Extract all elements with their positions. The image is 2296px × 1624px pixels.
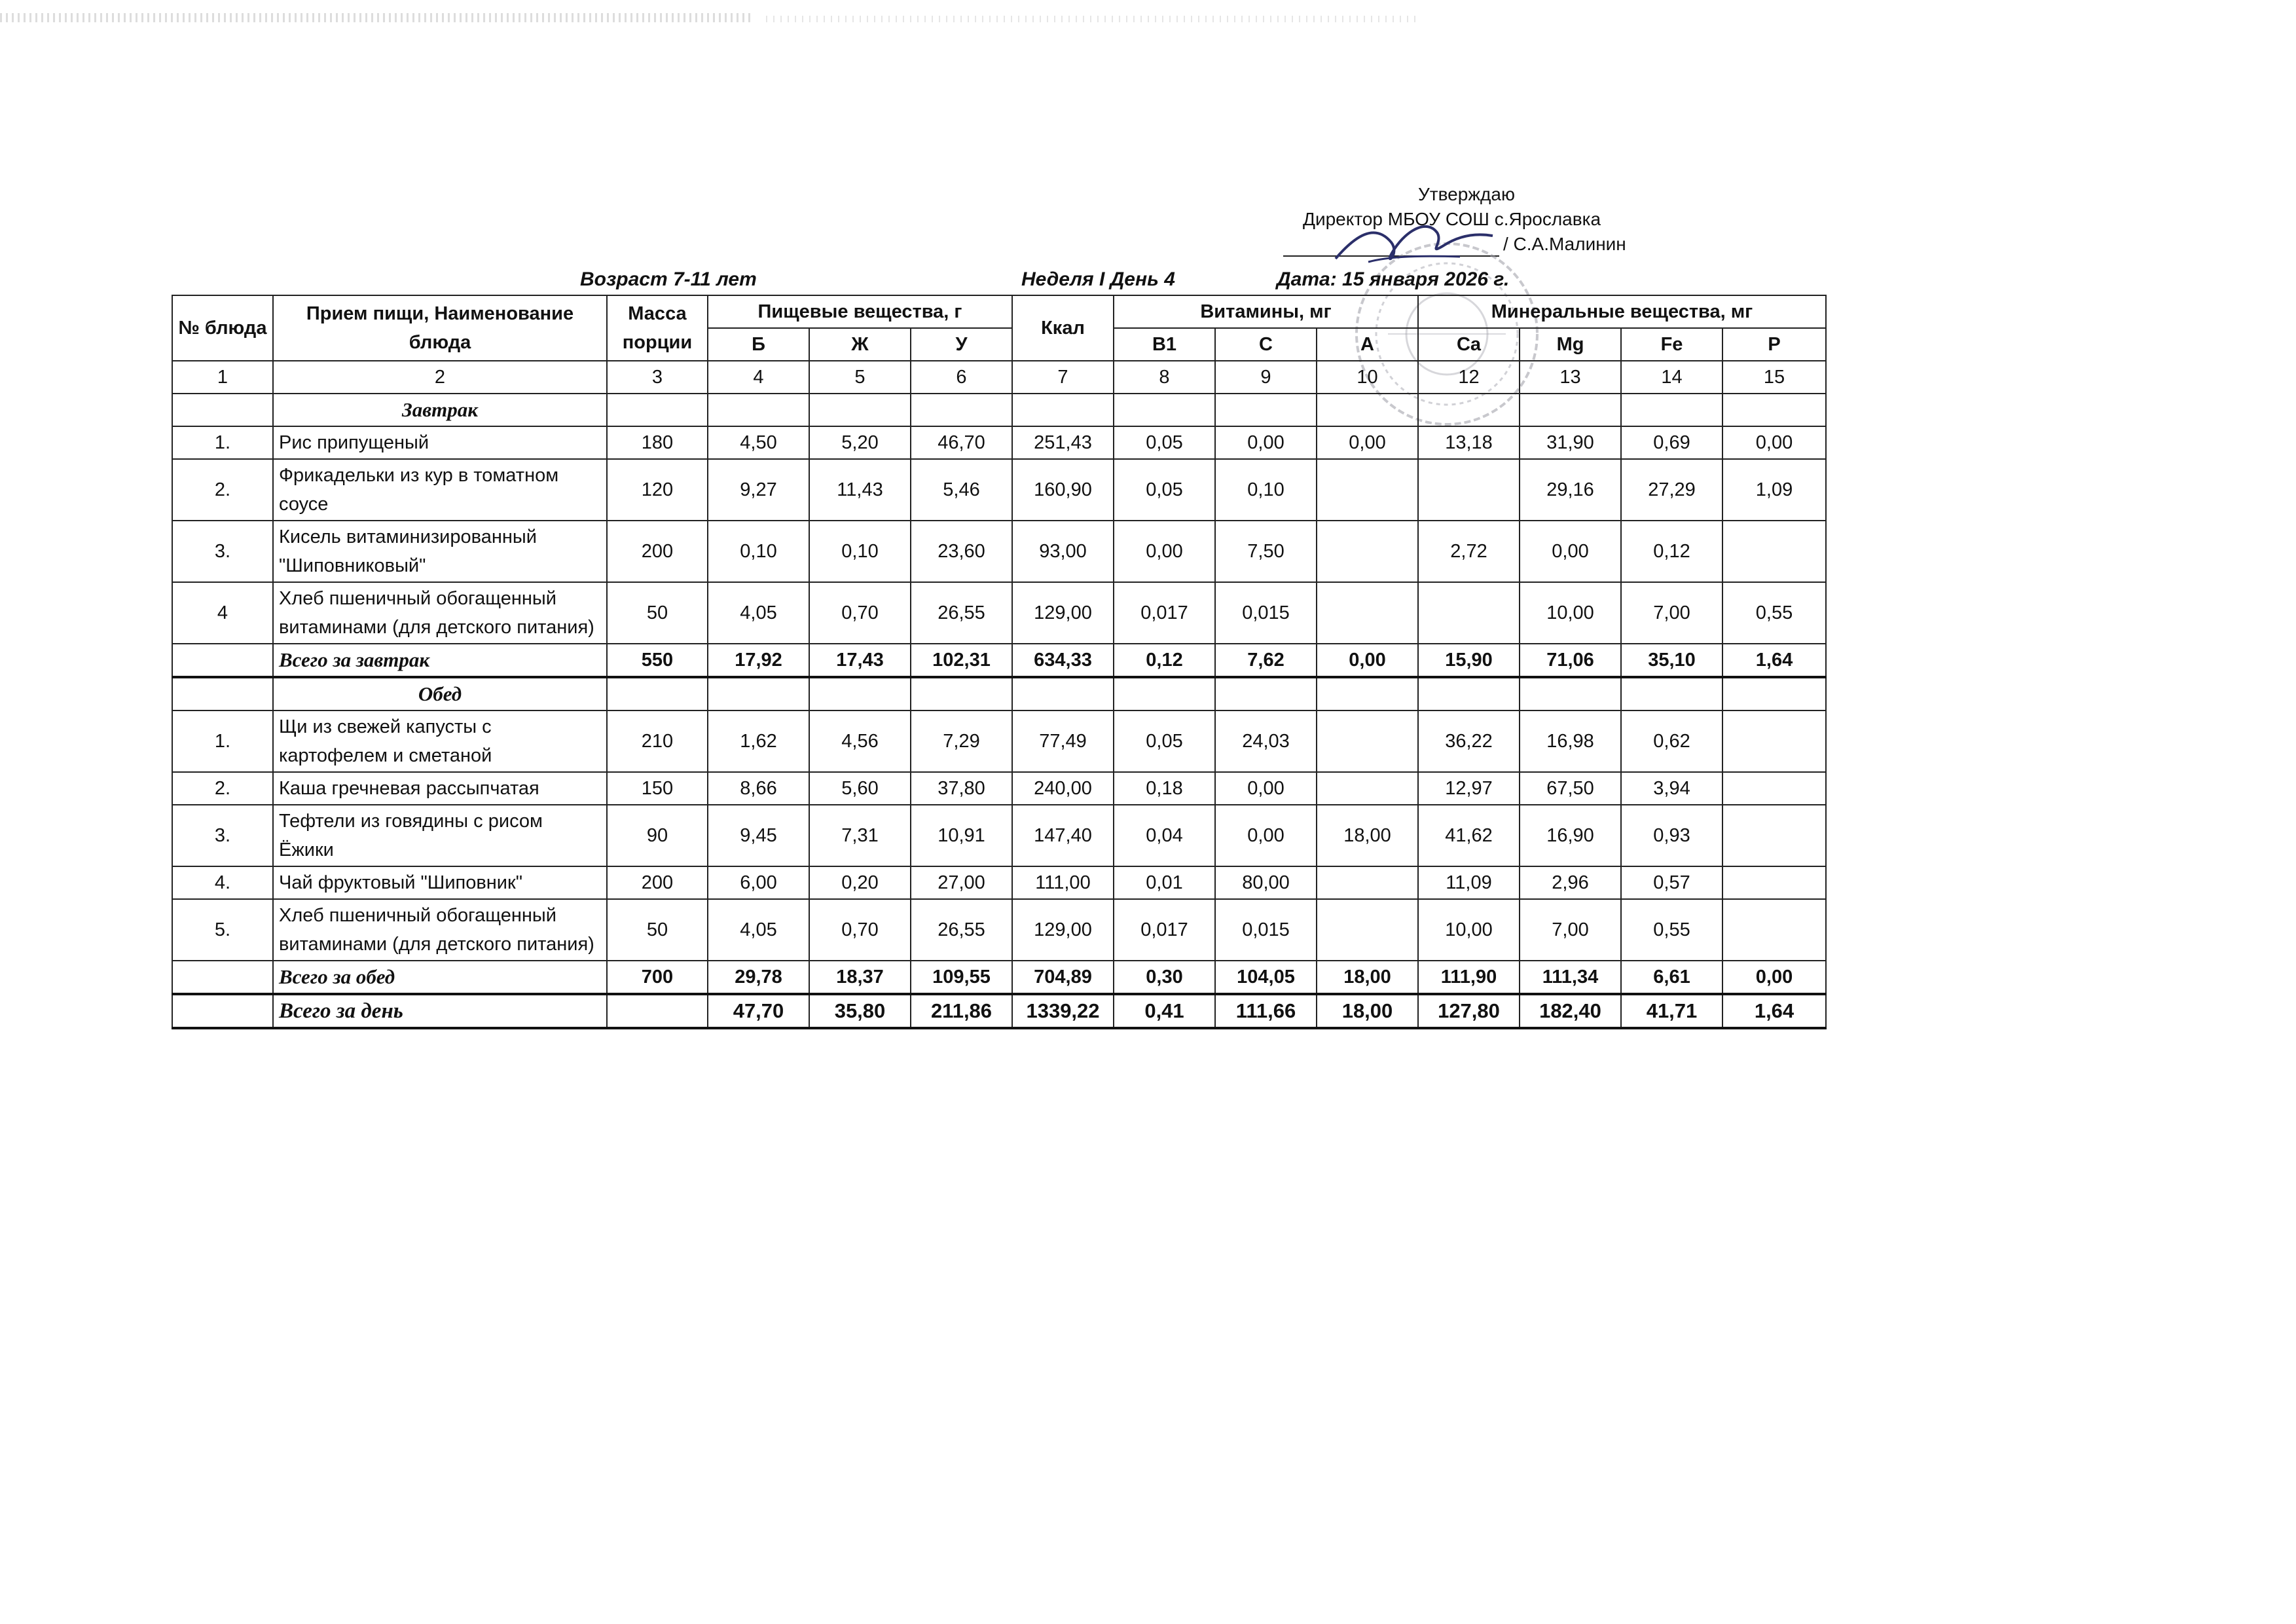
section-title: Обед [273,677,607,710]
empty-cell [1317,677,1418,710]
value-cell: 109,55 [911,961,1012,994]
value-cell: 29,16 [1520,459,1621,521]
dish-name: Всего за завтрак [273,644,607,677]
col-number: 3 [607,361,708,394]
col-number: 4 [708,361,809,394]
value-cell: 0,10 [708,521,809,582]
col-number: 14 [1621,361,1722,394]
value-cell: 8,66 [708,772,809,805]
dish-name: Тефтели из говядины с рисом Ёжики [273,805,607,866]
value-cell: 18,37 [809,961,911,994]
value-cell: 7,62 [1215,644,1317,677]
value-cell: 0,05 [1114,710,1215,772]
value-cell: 29,78 [708,961,809,994]
value-cell: 0,41 [1114,994,1215,1028]
header-row-1 [172,295,1826,328]
value-cell: 0,00 [1215,772,1317,805]
week-day-label: Неделя I День 4 [1021,268,1175,290]
value-cell: 0,30 [1114,961,1215,994]
dish-name: Щи из свежей капусты с картофелем и сметаной [273,710,607,772]
header-name: Прием пищи, Наименование блюда [273,295,607,361]
value-cell: 17,43 [809,644,911,677]
table-row [172,426,1826,459]
value-cell: 160,90 [1012,459,1114,521]
header-sub-b: Б [708,328,809,361]
value-cell: 3,94 [1621,772,1722,805]
value-cell [1317,521,1418,582]
empty-cell [708,677,809,710]
value-cell: 0,00 [1317,644,1418,677]
value-cell: 5,60 [809,772,911,805]
value-cell: 0,18 [1114,772,1215,805]
empty-cell [1621,677,1722,710]
value-cell: 4,05 [708,899,809,961]
value-cell: 10,00 [1418,899,1520,961]
table-row [172,459,1826,521]
dish-number: 3. [172,521,273,582]
value-cell: 0,55 [1722,582,1826,644]
value-cell [1722,866,1826,899]
value-cell: 4,05 [708,582,809,644]
value-cell: 0,00 [1520,521,1621,582]
value-cell: 0,00 [1215,426,1317,459]
empty-cell [1114,677,1215,710]
value-cell: 1,64 [1722,994,1826,1028]
value-cell: 47,70 [708,994,809,1028]
empty-cell [172,394,273,426]
header-sub-fe: Fe [1621,328,1722,361]
value-cell [607,994,708,1028]
header-vitamins: Витамины, мг [1114,295,1418,328]
dish-name: Всего за день [273,994,607,1028]
value-cell: 0,20 [809,866,911,899]
value-cell: 16,98 [1520,710,1621,772]
value-cell: 0,10 [809,521,911,582]
empty-cell [1012,677,1114,710]
menu-table-body [172,295,1826,1028]
value-cell: 10,91 [911,805,1012,866]
dish-number: 3. [172,805,273,866]
value-cell: 16,90 [1520,805,1621,866]
value-cell: 0,00 [1722,961,1826,994]
col-number: 6 [911,361,1012,394]
value-cell: 11,09 [1418,866,1520,899]
value-cell: 26,55 [911,899,1012,961]
col-number: 15 [1722,361,1826,394]
value-cell: 111,34 [1520,961,1621,994]
value-cell [1722,521,1826,582]
col-number: 8 [1114,361,1215,394]
value-cell [1722,772,1826,805]
empty-cell [911,677,1012,710]
value-cell: 1,62 [708,710,809,772]
grand-total-row [172,994,1826,1028]
table-row [172,710,1826,772]
empty-cell [607,677,708,710]
value-cell: 17,92 [708,644,809,677]
dish-name: Чай фруктовый "Шиповник" [273,866,607,899]
empty-cell [708,394,809,426]
date-label: Дата: 15 января 2026 г. [1277,268,1510,290]
value-cell: 5,46 [911,459,1012,521]
scan-noise-top [0,13,753,22]
scan-noise-top-2 [766,16,1421,22]
value-cell: 18,00 [1317,961,1418,994]
header-sub-mg: Mg [1520,328,1621,361]
value-cell: 35,80 [809,994,911,1028]
value-cell: 129,00 [1012,899,1114,961]
value-cell: 0,01 [1114,866,1215,899]
col-number: 12 [1418,361,1520,394]
header-sub-zh: Ж [809,328,911,361]
value-cell: 0,69 [1621,426,1722,459]
empty-cell [911,394,1012,426]
value-cell: 12,97 [1418,772,1520,805]
value-cell [1317,772,1418,805]
value-cell: 46,70 [911,426,1012,459]
value-cell: 0,05 [1114,426,1215,459]
value-cell: 7,31 [809,805,911,866]
value-cell: 127,80 [1418,994,1520,1028]
value-cell: 111,00 [1012,866,1114,899]
value-cell: 26,55 [911,582,1012,644]
value-cell: 6,61 [1621,961,1722,994]
header-num: № блюда [172,295,273,361]
value-cell: 0,55 [1621,899,1722,961]
col-number: 1 [172,361,273,394]
value-cell [1317,899,1418,961]
section-total-row [172,644,1826,677]
value-cell: 93,00 [1012,521,1114,582]
value-cell: 182,40 [1520,994,1621,1028]
value-cell [1317,866,1418,899]
section-row [172,394,1826,426]
col-number: 9 [1215,361,1317,394]
value-cell: 200 [607,866,708,899]
empty-cell [1114,394,1215,426]
dish-name: Каша гречневая рассыпчатая [273,772,607,805]
dish-name: Фрикадельки из кур в томатном соусе [273,459,607,521]
value-cell: 6,00 [708,866,809,899]
table-row [172,521,1826,582]
value-cell: 180 [607,426,708,459]
value-cell: 7,00 [1621,582,1722,644]
dish-name: Кисель витаминизированный "Шиповниковый" [273,521,607,582]
table-row [172,805,1826,866]
table-row [172,772,1826,805]
value-cell [1317,582,1418,644]
empty-cell [1418,677,1520,710]
value-cell: 1,64 [1722,644,1826,677]
menu-table [172,295,1827,1029]
dish-number: 2. [172,459,273,521]
value-cell: 150 [607,772,708,805]
value-cell: 0,57 [1621,866,1722,899]
dish-number: 4. [172,866,273,899]
header-sub-c: C [1215,328,1317,361]
value-cell: 129,00 [1012,582,1114,644]
header-sub-ca: Ca [1418,328,1520,361]
value-cell: 0,00 [1215,805,1317,866]
empty-cell [1418,394,1520,426]
value-cell: 0,12 [1114,644,1215,677]
value-cell: 41,71 [1621,994,1722,1028]
value-cell: 0,05 [1114,459,1215,521]
value-cell [1317,710,1418,772]
dish-number [172,961,273,994]
value-cell: 1,09 [1722,459,1826,521]
value-cell: 27,00 [911,866,1012,899]
value-cell: 36,22 [1418,710,1520,772]
dish-number: 2. [172,772,273,805]
value-cell [1722,710,1826,772]
value-cell: 111,66 [1215,994,1317,1028]
empty-cell [1520,677,1621,710]
value-cell: 0,10 [1215,459,1317,521]
value-cell: 5,20 [809,426,911,459]
value-cell: 102,31 [911,644,1012,677]
dish-number [172,644,273,677]
value-cell: 9,45 [708,805,809,866]
header-minerals: Минеральные вещества, мг [1418,295,1826,328]
value-cell: 0,04 [1114,805,1215,866]
value-cell: 4,56 [809,710,911,772]
col-number: 5 [809,361,911,394]
value-cell: 120 [607,459,708,521]
value-cell: 7,29 [911,710,1012,772]
header-nutrients: Пищевые вещества, г [708,295,1012,328]
value-cell: 147,40 [1012,805,1114,866]
value-cell: 211,86 [911,994,1012,1028]
empty-cell [809,677,911,710]
value-cell: 27,29 [1621,459,1722,521]
value-cell: 704,89 [1012,961,1114,994]
header-mass: Масса порции [607,295,708,361]
section-title: Завтрак [273,394,607,426]
value-cell: 0,70 [809,899,911,961]
value-cell: 104,05 [1215,961,1317,994]
dish-number: 5. [172,899,273,961]
empty-cell [1722,394,1826,426]
value-cell: 18,00 [1317,994,1418,1028]
value-cell: 13,18 [1418,426,1520,459]
empty-cell [1215,394,1317,426]
section-row [172,677,1826,710]
value-cell: 550 [607,644,708,677]
empty-cell [1722,677,1826,710]
value-cell: 18,00 [1317,805,1418,866]
value-cell: 50 [607,899,708,961]
table-row [172,899,1826,961]
age-label: Возраст 7-11 лет [580,268,757,290]
value-cell: 0,93 [1621,805,1722,866]
empty-cell [1215,677,1317,710]
value-cell: 251,43 [1012,426,1114,459]
value-cell: 31,90 [1520,426,1621,459]
value-cell [1722,899,1826,961]
value-cell: 2,96 [1520,866,1621,899]
value-cell: 0,015 [1215,582,1317,644]
value-cell: 7,50 [1215,521,1317,582]
value-cell: 35,10 [1621,644,1722,677]
value-cell: 11,43 [809,459,911,521]
value-cell: 41,62 [1418,805,1520,866]
value-cell: 240,00 [1012,772,1114,805]
value-cell [1317,459,1418,521]
empty-cell [1012,394,1114,426]
header-sub-u: У [911,328,1012,361]
table-row [172,866,1826,899]
column-number-row [172,361,1826,394]
value-cell: 0,017 [1114,582,1215,644]
header-sub-a: A [1317,328,1418,361]
approval-title: Утверждаю [1418,184,1515,204]
col-number: 13 [1520,361,1621,394]
value-cell: 4,50 [708,426,809,459]
value-cell: 1339,22 [1012,994,1114,1028]
value-cell: 80,00 [1215,866,1317,899]
value-cell: 71,06 [1520,644,1621,677]
value-cell: 7,00 [1520,899,1621,961]
value-cell: 0,015 [1215,899,1317,961]
value-cell: 200 [607,521,708,582]
col-number: 7 [1012,361,1114,394]
value-cell: 15,90 [1418,644,1520,677]
header-kcal: Ккал [1012,295,1114,361]
value-cell: 24,03 [1215,710,1317,772]
empty-cell [607,394,708,426]
dish-number: 1. [172,426,273,459]
value-cell: 10,00 [1520,582,1621,644]
value-cell: 9,27 [708,459,809,521]
empty-cell [809,394,911,426]
dish-number: 1. [172,710,273,772]
empty-cell [1621,394,1722,426]
dish-name: Всего за обед [273,961,607,994]
value-cell: 37,80 [911,772,1012,805]
col-number: 2 [273,361,607,394]
header-sub-p: P [1722,328,1826,361]
value-cell: 2,72 [1418,521,1520,582]
value-cell: 90 [607,805,708,866]
value-cell: 50 [607,582,708,644]
header-sub-b1: B1 [1114,328,1215,361]
dish-name: Хлеб пшеничный обогащенный витаминами (для детского питания) [273,582,607,644]
empty-cell [1520,394,1621,426]
value-cell: 111,90 [1418,961,1520,994]
col-number: 10 [1317,361,1418,394]
value-cell: 634,33 [1012,644,1114,677]
value-cell: 0,62 [1621,710,1722,772]
value-cell: 0,00 [1114,521,1215,582]
value-cell [1418,582,1520,644]
approval-signer: / С.А.Малинин [1503,234,1626,254]
empty-cell [1317,394,1418,426]
value-cell: 0,12 [1621,521,1722,582]
dish-number: 4 [172,582,273,644]
dish-name: Рис припущеный [273,426,607,459]
value-cell: 700 [607,961,708,994]
value-cell: 0,017 [1114,899,1215,961]
dish-name: Хлеб пшеничный обогащенный витаминами (для детского питания) [273,899,607,961]
value-cell [1418,459,1520,521]
value-cell: 77,49 [1012,710,1114,772]
value-cell: 67,50 [1520,772,1621,805]
approval-role: Директор МБОУ СОШ с.Ярославка [1303,209,1601,229]
empty-cell [172,677,273,710]
value-cell: 210 [607,710,708,772]
value-cell: 0,00 [1722,426,1826,459]
table-row [172,582,1826,644]
value-cell [1722,805,1826,866]
value-cell: 0,00 [1317,426,1418,459]
dish-number [172,994,273,1028]
value-cell: 23,60 [911,521,1012,582]
value-cell: 0,70 [809,582,911,644]
section-total-row [172,961,1826,994]
